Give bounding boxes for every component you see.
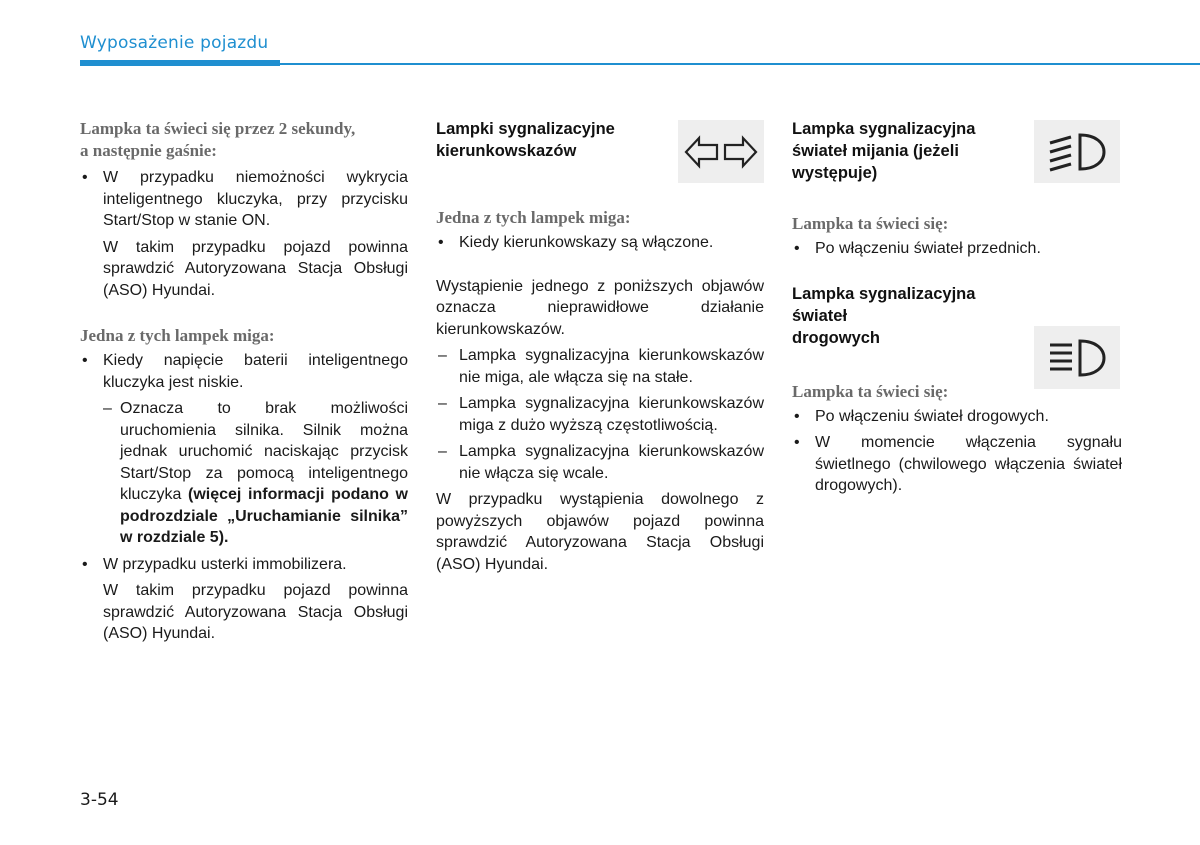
heading-high-beam-cont: drogowych xyxy=(792,328,881,347)
para-check-aso: W przypadku wystąpienia dowolnego z powyższych objawów pojazd powinna sprawdzić Autoryzowana Stacja Obsługi (ASO) Hyundai. xyxy=(436,491,764,573)
heading-lights-on-1: Lampka ta świeci się: xyxy=(792,214,949,233)
heading-lamp-2-seconds: Lampka ta świeci się przez 2 sekundy, xyxy=(80,119,356,138)
dash-fast-blink: – Lampka sygnalizacyjna kierunkowskazów miga z dużo wyższą częstotliwością. xyxy=(436,393,764,436)
heading-low-beam-cont2: występuje) xyxy=(792,164,878,182)
heading-turn-signal: Lampki sygnalizacyjne xyxy=(436,120,615,138)
low-beam-icon-box xyxy=(1034,120,1120,183)
heading-low-beam-cont: świateł mijania (jeżeli xyxy=(792,142,959,160)
note-check-aso-1: W takim przypadku pojazd powinna sprawdzić Autoryzowana Stacja Obsługi (ASO) Hyundai. xyxy=(103,238,408,299)
bullet-high-beam-on: • Po włączeniu świateł drogowych. xyxy=(792,406,1122,428)
heading-low-beam: Lampka sygnalizacyjna xyxy=(792,120,976,138)
heading-blinks-2: Jedna z tych lampek miga: xyxy=(436,208,631,227)
column-1 xyxy=(80,118,408,645)
high-beam-icon-box xyxy=(1034,326,1120,389)
column-2 xyxy=(436,118,764,575)
bullet-immobilizer-fault: • W przypadku usterki immobilizera. xyxy=(80,554,408,576)
heading-blinks-1: Jedna z tych lampek miga: xyxy=(80,326,275,345)
bullet-flash-to-pass: • W momencie włączenia sygnału świetlnego (chwilowego włączenia świateł drogowych). xyxy=(792,432,1122,497)
dash-start-engine-info xyxy=(80,398,408,549)
header-accent-bar xyxy=(80,60,280,66)
heading-lights-on-2: Lampka ta świeci się: xyxy=(792,381,949,401)
heading-lamp-2-seconds-cont: a następnie gaśnie: xyxy=(80,141,217,160)
high-beam-icon xyxy=(1044,335,1110,381)
page-number: 3-54 xyxy=(80,790,119,810)
note-check-aso-2: W takim przypadku pojazd powinna sprawdzić Autoryzowana Stacja Obsługi (ASO) Hyundai. xyxy=(103,582,408,642)
bullet-key-not-detected: • W przypadku niemożności wykrycia inteligentnego kluczyka, przy przycisku Start/Stop w stanie ON. xyxy=(80,167,408,232)
bullet-indicators-on: • Kiedy kierunkowskazy są włączone. xyxy=(436,232,764,254)
dash-steady-on: – Lampka sygnalizacyjna kierunkowskazów nie miga, ale włącza się na stałe. xyxy=(436,345,764,388)
section-title: Wyposażenie pojazdu xyxy=(80,33,269,53)
header-rule xyxy=(280,63,1200,65)
bullet-low-key-battery: • Kiedy napięcie baterii inteligentnego kluczyka jest niskie. xyxy=(80,350,408,393)
heading-high-beam: Lampka sygnalizacyjna świateł xyxy=(792,284,976,325)
dash-not-on: – Lampka sygnalizacyjna kierunkowskazów nie włącza się wcale. xyxy=(436,441,764,484)
heading-turn-signal-cont: kierunkowskazów xyxy=(436,142,577,160)
reference-chapter-5: (więcej informacji podano w podrozdziale „Uruchamianie silnika” w rozdziale 5). xyxy=(120,486,408,546)
bullet-headlights-on: • Po włączeniu świateł przednich. xyxy=(792,238,1122,260)
low-beam-icon xyxy=(1044,129,1110,175)
dash-start-engine-text: Oznacza to brak możliwości uruchomienia silnika. Silnik można jednak uruchomić naciskając przycisk Start/Stop za pomocą inteligentnego kluczyka xyxy=(120,400,408,503)
turn-signal-icon-box xyxy=(678,120,764,183)
turn-signal-arrows-icon xyxy=(682,132,760,172)
para-malfunction-intro: Wystąpienie jednego z poniższych objawów oznacza nieprawidłowe działanie kierunkowskazów. xyxy=(436,277,764,338)
